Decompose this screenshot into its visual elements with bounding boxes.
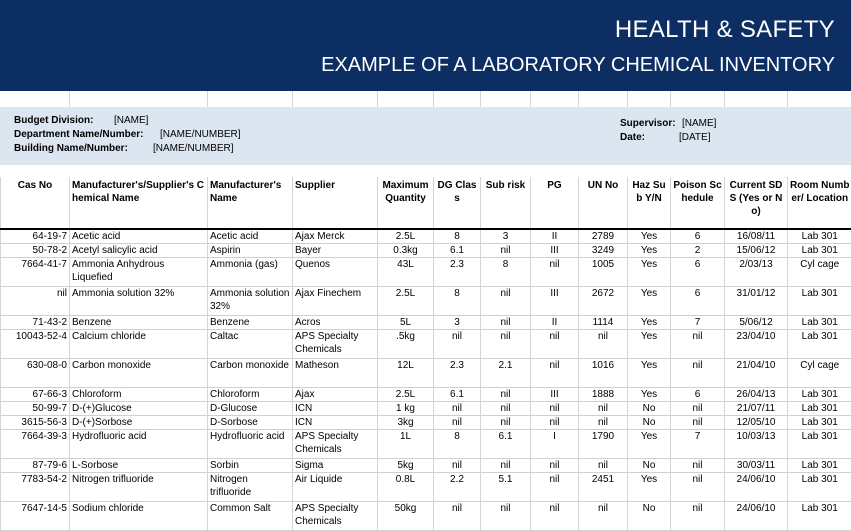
table-cell[interactable]: 50kg [378, 502, 434, 531]
table-cell[interactable]: 6.1 [434, 388, 481, 402]
table-cell[interactable]: Lab 301 [788, 402, 851, 416]
table-cell[interactable]: Ammonia solution 32% [70, 287, 208, 316]
col-header: DG Class [434, 177, 481, 229]
table-cell[interactable]: III [531, 244, 579, 258]
table-cell[interactable]: nil [434, 402, 481, 416]
col-header: UN No [579, 177, 628, 229]
col-header: Manufacturer's/Supplier's Chemical Name [70, 177, 208, 229]
table-cell[interactable]: nil [579, 502, 628, 531]
table-cell[interactable]: 5/06/12 [725, 316, 788, 330]
table-cell[interactable]: 2.5L [378, 229, 434, 244]
table-cell[interactable]: nil [531, 502, 579, 531]
table-cell[interactable]: nil [434, 416, 481, 430]
table-cell[interactable]: Bayer [293, 244, 378, 258]
table-cell[interactable]: nil [481, 502, 531, 531]
table-cell[interactable]: Sigma [293, 459, 378, 473]
table-cell[interactable]: Ammonia Anhydrous Liquefied [70, 258, 208, 287]
table-cell[interactable]: Lab 301 [788, 473, 851, 502]
table-row [1, 258, 851, 287]
table-cell[interactable]: ICN [293, 402, 378, 416]
table-cell[interactable]: Caltac [208, 330, 293, 359]
table-cell[interactable]: 7 [671, 316, 725, 330]
table-cell[interactable]: Acetic acid [208, 229, 293, 244]
table-cell[interactable]: No [628, 416, 671, 430]
table-cell[interactable]: Ajax Merck [293, 229, 378, 244]
table-cell[interactable]: Lab 301 [788, 316, 851, 330]
table-cell[interactable]: nil [481, 244, 531, 258]
table-cell[interactable]: Calcium chloride [70, 330, 208, 359]
table-row [1, 388, 851, 402]
table-cell[interactable]: nil [671, 473, 725, 502]
table-cell[interactable]: Lab 301 [788, 330, 851, 359]
table-cell[interactable]: 26/04/13 [725, 388, 788, 402]
table-cell[interactable]: 6.1 [434, 244, 481, 258]
table-cell[interactable]: nil [434, 459, 481, 473]
table-cell[interactable]: APS Specialty Chemicals [293, 430, 378, 459]
table-row [1, 330, 851, 359]
table-cell[interactable]: Yes [628, 316, 671, 330]
table-row [1, 430, 851, 459]
table-cell[interactable]: Yes [628, 430, 671, 459]
table-cell[interactable]: nil [531, 330, 579, 359]
table-cell[interactable]: 8 [434, 229, 481, 244]
separator-row [0, 165, 851, 177]
table-cell[interactable]: 31/01/12 [725, 287, 788, 316]
table-cell[interactable]: 6.1 [481, 430, 531, 459]
table-cell[interactable]: Lab 301 [788, 229, 851, 244]
table-cell[interactable]: 23/04/10 [725, 330, 788, 359]
table-cell[interactable]: 1L [378, 430, 434, 459]
table-cell[interactable]: 1888 [579, 388, 628, 402]
table-cell[interactable]: Benzene [208, 316, 293, 330]
col-header: PG [531, 177, 579, 229]
table-row [1, 316, 851, 330]
table-cell[interactable]: Ammonia (gas) [208, 258, 293, 287]
table-cell[interactable]: 5kg [378, 459, 434, 473]
table-cell[interactable]: II [531, 229, 579, 244]
table-cell[interactable]: 1016 [579, 359, 628, 388]
table-cell[interactable]: Lab 301 [788, 287, 851, 316]
table-cell[interactable]: nil [481, 459, 531, 473]
table-cell[interactable]: 43L [378, 258, 434, 287]
table-cell[interactable]: 10/03/13 [725, 430, 788, 459]
table-cell[interactable]: Lab 301 [788, 416, 851, 430]
table-cell[interactable]: Acetic acid [70, 229, 208, 244]
page-subtitle: EXAMPLE OF A LABORATORY CHEMICAL INVENTORY [321, 54, 835, 77]
table-cell[interactable]: L-Sorbose [70, 459, 208, 473]
table-cell[interactable]: 16/08/11 [725, 229, 788, 244]
table-cell[interactable]: Yes [628, 330, 671, 359]
table-cell[interactable]: Yes [628, 287, 671, 316]
table-row [1, 287, 851, 316]
table-cell[interactable]: Yes [628, 258, 671, 287]
table-cell[interactable]: 0.3kg [378, 244, 434, 258]
table-cell[interactable]: Matheson [293, 359, 378, 388]
table-cell[interactable]: Carbon monoxide [208, 359, 293, 388]
table-cell[interactable]: 6 [671, 287, 725, 316]
table-cell[interactable]: 12L [378, 359, 434, 388]
table-cell[interactable]: 3 [481, 229, 531, 244]
table-cell[interactable]: 24/06/10 [725, 502, 788, 531]
table-cell[interactable]: 10043-52-4 [1, 330, 70, 359]
department-label: Department Name/Number: [14, 129, 143, 140]
table-cell[interactable]: nil [481, 287, 531, 316]
date-value[interactable]: [DATE] [679, 132, 710, 143]
table-cell[interactable]: Ammonia solution 32% [208, 287, 293, 316]
table-cell[interactable]: 6 [671, 388, 725, 402]
table-cell[interactable]: nil [531, 416, 579, 430]
table-cell[interactable]: nil [671, 416, 725, 430]
table-cell[interactable]: 71-43-2 [1, 316, 70, 330]
table-row [1, 402, 851, 416]
table-cell[interactable]: Nitrogen trifluoride [70, 473, 208, 502]
table-cell[interactable]: 67-66-3 [1, 388, 70, 402]
table-cell[interactable]: 2451 [579, 473, 628, 502]
date-label: Date: [620, 132, 645, 143]
building-label: Building Name/Number: [14, 143, 128, 154]
table-cell[interactable]: 7783-54-2 [1, 473, 70, 502]
header-banner [0, 0, 851, 91]
table-cell[interactable]: Common Salt [208, 502, 293, 531]
col-header: Room Number/ Location [788, 177, 851, 229]
table-cell[interactable]: III [531, 388, 579, 402]
table-cell[interactable]: 15/06/12 [725, 244, 788, 258]
table-cell[interactable]: Nitrogen trifluoride [208, 473, 293, 502]
table-cell[interactable]: 30/03/11 [725, 459, 788, 473]
table-cell[interactable]: nil [481, 316, 531, 330]
table-cell[interactable]: 2789 [579, 229, 628, 244]
table-row [1, 359, 851, 388]
table-row [1, 459, 851, 473]
table-cell[interactable]: 1114 [579, 316, 628, 330]
table-cell[interactable]: nil [579, 416, 628, 430]
table-cell[interactable]: nil [579, 402, 628, 416]
table-cell[interactable]: III [531, 287, 579, 316]
department-value[interactable]: [NAME/NUMBER] [160, 129, 241, 140]
table-cell[interactable]: No [628, 459, 671, 473]
table-cell[interactable]: Hydrofluoric acid [70, 430, 208, 459]
table-cell[interactable]: nil [481, 330, 531, 359]
table-cell[interactable]: nil [1, 287, 70, 316]
table-cell[interactable]: 5.1 [481, 473, 531, 502]
table-cell[interactable]: nil [671, 402, 725, 416]
budget-value[interactable]: [NAME] [114, 115, 148, 126]
table-cell[interactable]: Quenos [293, 258, 378, 287]
table-cell[interactable]: Benzene [70, 316, 208, 330]
table-cell[interactable]: .5kg [378, 330, 434, 359]
table-cell[interactable]: Yes [628, 473, 671, 502]
table-cell[interactable]: Acros [293, 316, 378, 330]
table-cell[interactable]: Chloroform [208, 388, 293, 402]
table-cell[interactable]: 21/07/11 [725, 402, 788, 416]
table-cell[interactable]: Yes [628, 229, 671, 244]
table-cell[interactable]: 5L [378, 316, 434, 330]
table-cell[interactable]: 3615-56-3 [1, 416, 70, 430]
table-cell[interactable]: 2.2 [434, 473, 481, 502]
table-cell[interactable]: Air Liquide [293, 473, 378, 502]
table-cell[interactable]: Lab 301 [788, 388, 851, 402]
table-cell[interactable]: 1 kg [378, 402, 434, 416]
table-row [1, 502, 851, 531]
table-cell[interactable]: 8 [434, 430, 481, 459]
table-cell[interactable]: nil [434, 502, 481, 531]
table-cell[interactable]: Sorbin [208, 459, 293, 473]
table-cell[interactable]: 2.3 [434, 359, 481, 388]
table-cell[interactable]: nil [671, 330, 725, 359]
table-cell[interactable]: nil [579, 459, 628, 473]
table-cell[interactable]: Aspirin [208, 244, 293, 258]
table-cell[interactable]: 2/03/13 [725, 258, 788, 287]
table-cell[interactable]: nil [481, 416, 531, 430]
table-cell[interactable]: 7647-14-5 [1, 502, 70, 531]
table-cell[interactable]: Cyl cage [788, 258, 851, 287]
table-cell[interactable]: 2.3 [434, 258, 481, 287]
info-panel [0, 107, 851, 165]
table-cell[interactable]: Acetyl salicylic acid [70, 244, 208, 258]
col-header: Supplier [293, 177, 378, 229]
table-cell[interactable]: Ajax [293, 388, 378, 402]
table-cell[interactable]: I [531, 430, 579, 459]
table-cell[interactable]: nil [434, 330, 481, 359]
table-cell[interactable]: nil [671, 459, 725, 473]
table-cell[interactable]: 21/04/10 [725, 359, 788, 388]
table-cell[interactable]: 1790 [579, 430, 628, 459]
page-title: HEALTH & SAFETY [615, 16, 835, 44]
table-cell[interactable]: Carbon monoxide [70, 359, 208, 388]
table-cell[interactable]: Ajax Finechem [293, 287, 378, 316]
table-cell[interactable]: 87-79-6 [1, 459, 70, 473]
table-cell[interactable]: Sodium chloride [70, 502, 208, 531]
table-cell[interactable]: Cyl cage [788, 359, 851, 388]
col-header: Poison Schedule [671, 177, 725, 229]
table-cell[interactable]: APS Specialty Chemicals [293, 330, 378, 359]
table-cell[interactable]: Yes [628, 244, 671, 258]
table-cell[interactable]: 2 [671, 244, 725, 258]
table-cell[interactable]: 7 [671, 430, 725, 459]
supervisor-label: Supervisor: [620, 118, 676, 129]
table-cell[interactable]: nil [531, 459, 579, 473]
table-cell[interactable]: 7664-41-7 [1, 258, 70, 287]
col-header: Sub risk [481, 177, 531, 229]
table-cell[interactable]: No [628, 502, 671, 531]
table-cell[interactable]: nil [481, 388, 531, 402]
table-cell[interactable]: 50-99-7 [1, 402, 70, 416]
table-cell[interactable]: nil [579, 330, 628, 359]
col-header: Current SDS (Yes or No) [725, 177, 788, 229]
col-header: Cas No [1, 177, 70, 229]
col-header: Manufacturer's Name [208, 177, 293, 229]
table-cell[interactable]: D-(+)Glucose [70, 402, 208, 416]
supervisor-value[interactable]: [NAME] [682, 118, 716, 129]
table-cell[interactable]: nil [531, 359, 579, 388]
table-cell[interactable]: 6 [671, 258, 725, 287]
table-cell[interactable]: II [531, 316, 579, 330]
table-cell[interactable]: 6 [671, 229, 725, 244]
table-cell[interactable]: Lab 301 [788, 244, 851, 258]
table-cell[interactable]: 7664-39-3 [1, 430, 70, 459]
table-cell[interactable]: 0.8L [378, 473, 434, 502]
table-cell[interactable]: Lab 301 [788, 502, 851, 531]
table-row [1, 416, 851, 430]
table-cell[interactable]: nil [671, 502, 725, 531]
table-row [1, 229, 851, 244]
building-value[interactable]: [NAME/NUMBER] [153, 143, 234, 154]
table-cell[interactable]: APS Specialty Chemicals [293, 502, 378, 531]
table-cell[interactable]: ICN [293, 416, 378, 430]
table-cell[interactable]: 12/05/10 [725, 416, 788, 430]
table-cell[interactable]: nil [531, 258, 579, 287]
table-cell[interactable]: 50-78-2 [1, 244, 70, 258]
table-cell[interactable]: Hydrofluoric acid [208, 430, 293, 459]
chemical-inventory-table [0, 177, 851, 531]
table-cell[interactable]: 8 [481, 258, 531, 287]
table-cell[interactable]: 3kg [378, 416, 434, 430]
table-cell[interactable]: Chloroform [70, 388, 208, 402]
table-cell[interactable]: Lab 301 [788, 459, 851, 473]
table-row [1, 473, 851, 502]
table-cell[interactable]: D-(+)Sorbose [70, 416, 208, 430]
col-header: Maximum Quantity [378, 177, 434, 229]
table-cell[interactable]: 24/06/10 [725, 473, 788, 502]
table-cell[interactable]: No [628, 402, 671, 416]
table-cell[interactable]: 64-19-7 [1, 229, 70, 244]
table-header-row [1, 177, 851, 229]
spacer-row [0, 91, 851, 107]
table-cell[interactable]: D-Sorbose [208, 416, 293, 430]
table-cell[interactable]: nil [531, 473, 579, 502]
table-cell[interactable]: 3249 [579, 244, 628, 258]
table-cell[interactable]: D-Glucose [208, 402, 293, 416]
table-cell[interactable]: nil [481, 402, 531, 416]
table-cell[interactable]: 2.5L [378, 287, 434, 316]
table-cell[interactable]: 3 [434, 316, 481, 330]
table-cell[interactable]: 2.1 [481, 359, 531, 388]
table-cell[interactable]: 630-08-0 [1, 359, 70, 388]
table-cell[interactable]: Yes [628, 388, 671, 402]
table-cell[interactable]: Yes [628, 359, 671, 388]
table-row [1, 244, 851, 258]
budget-label: Budget Division: [14, 115, 93, 126]
col-header: Haz Sub Y/N [628, 177, 671, 229]
table-cell[interactable]: nil [531, 402, 579, 416]
table-cell[interactable]: 1005 [579, 258, 628, 287]
table-cell[interactable]: 8 [434, 287, 481, 316]
table-cell[interactable]: 2.5L [378, 388, 434, 402]
table-cell[interactable]: 2672 [579, 287, 628, 316]
table-cell[interactable]: nil [671, 359, 725, 388]
table-cell[interactable]: Lab 301 [788, 430, 851, 459]
